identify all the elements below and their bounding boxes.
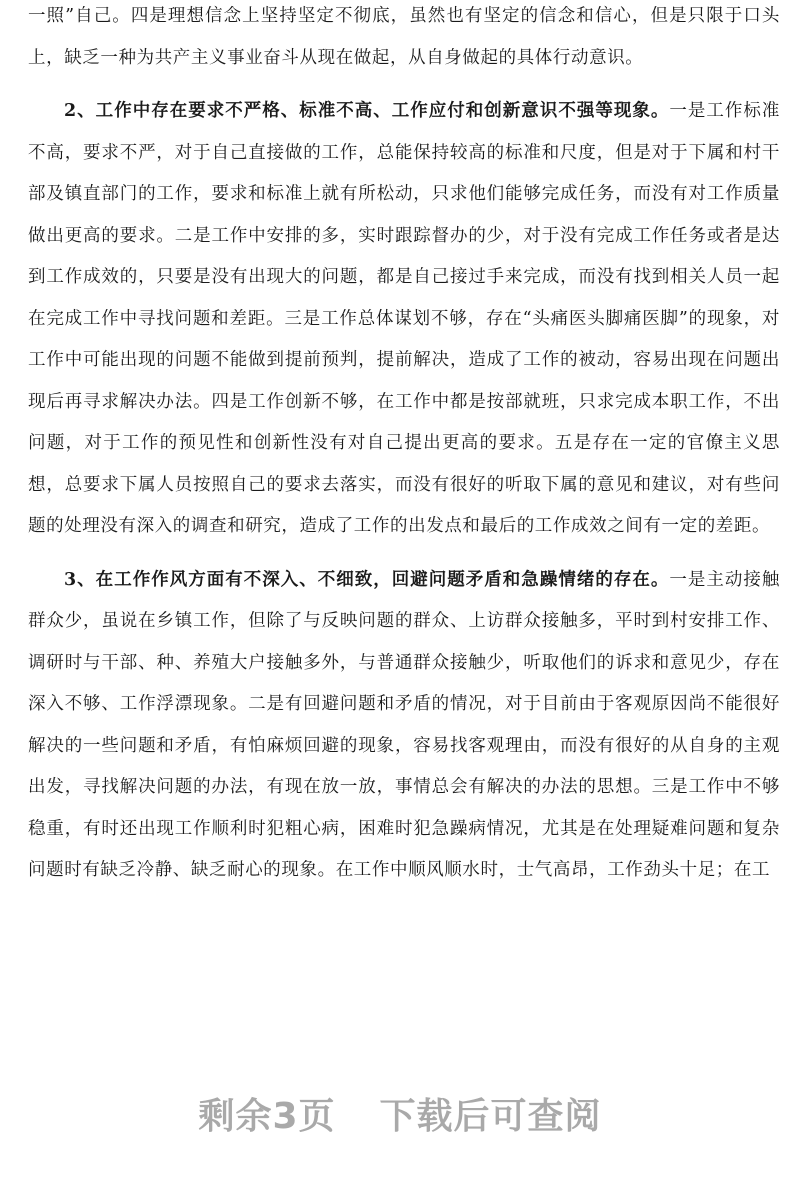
download-to-view-label: 下载后可查阅 (379, 1096, 602, 1137)
remaining-pages-label: 剩余3页 (198, 1096, 336, 1137)
download-prompt[interactable] (0, 1088, 800, 1148)
paragraph-3-heading: 3、在工作作风方面有不深入、不细致，回避问题矛盾和急躁情绪的存在。 (64, 569, 670, 590)
paragraph-3 (28, 560, 780, 892)
paragraph-1 (28, 0, 780, 79)
paragraph-2 (28, 91, 780, 548)
paragraph-2-body: 一是工作标准不高，要求不严，对于自己直接做的工作，总能保持较高的标准和尺度，但是对于下属和村干部及镇直部门的工作，要求和标准上就有所松动，只求他们能够完成任务，而没有对工作质量做出更高的要求。二是工作中安排的多，实时跟踪督办的少，对于没有完成工作任务或者是达到工作成效的，只要是没有出现大的问题，都是自己接过手来完成，而没有找到相关人员一起在完成工作中寻找问题和差距。三是工作总体谋划不够，存在“头痛医头脚痛医脚”的现象，对工作中可能出现的问题不能做到提前预判，提前解决，造成了工作的被动，容易出现在问题出现后再寻求解决办法。四是工作创新不够，在工作中都是按部就班，只求完成本职工作，不出问题，对于工作的预见性和创新性没有对自己提出更高的要求。五是存在一定的官僚主义思想，总要求下属人员按照自己的要求去落实，而没有很好的听取下属的意见和建议，对有些问题的处理没有深入的调查和研究，造成了工作的出发点和最后的工作成效之间有一定的差距。 (28, 101, 780, 536)
paragraph-2-heading: 2、工作中存在要求不严格、标准不高、工作应付和创新意识不强等现象。 (64, 101, 670, 121)
paragraph-3-body: 一是主动接触群众少，虽说在乡镇工作，但除了与反映问题的群众、上访群众接触多，平时到村安排工作、调研时与干部、种、养殖大户接触多外，与普通群众接触少，听取他们的诉求和意见少，存在深入不够、工作浮漂现象。二是有回避问题和矛盾的情况，对于目前由于客观原因尚不能很好解决的一些问题和矛盾，有怕麻烦回避的现象，容易找客观理由，而没有很好的从自身的主观出发，寻找解决问题的办法，有现在放一放，事情总会有解决的办法的思想。三是工作中不够稳重，有时还出现工作顺利时犯粗心病，困难时犯急躁病情况，尤其是在处理疑难问题和复杂问题时有缺乏冷静、缺乏耐心的现象。在工作中顺风顺水时，士气高昂，工作劲头十足；在工 (28, 569, 780, 880)
document-body (28, 0, 780, 892)
paragraph-1-body: 一照”自己。四是理想信念上坚持坚定不彻底，虽然也有坚定的信念和信心，但是只限于口头上，缺乏一种为共产主义事业奋斗从现在做起，从自身做起的具体行动意识。 (28, 6, 780, 68)
